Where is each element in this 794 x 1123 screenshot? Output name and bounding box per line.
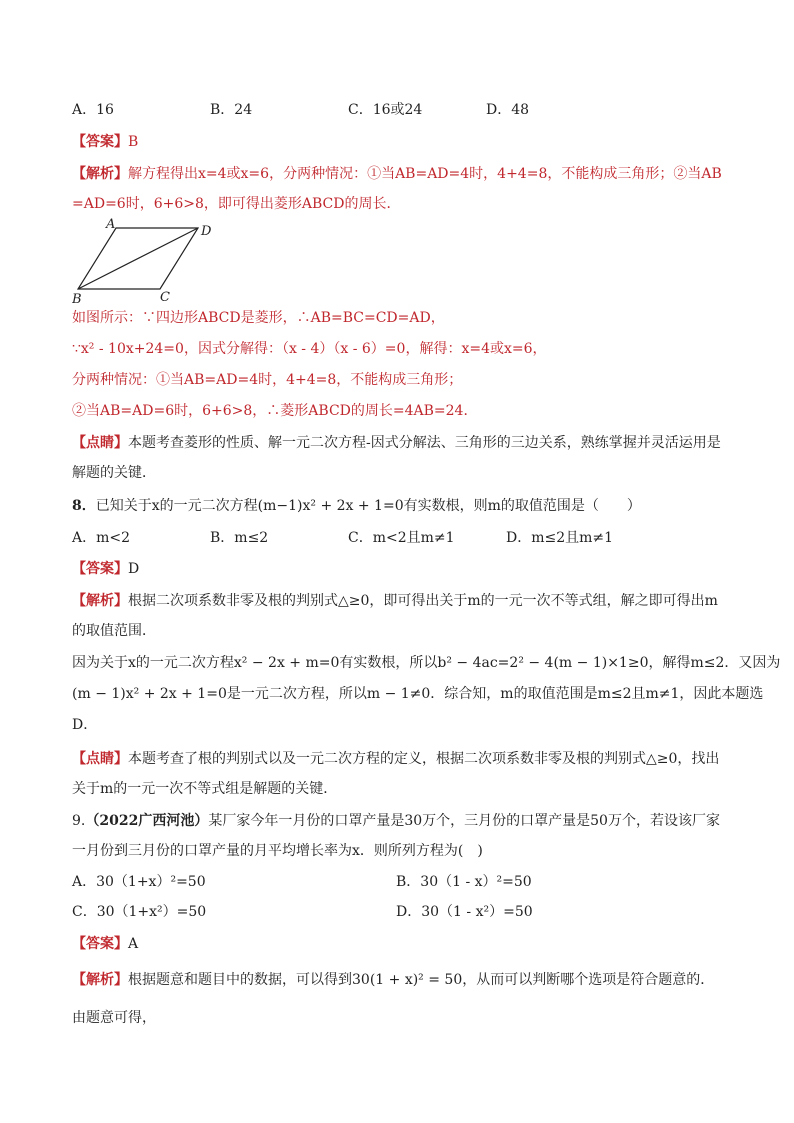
q9-source: （2022广西河池） [85, 813, 209, 829]
answer-value: D [128, 561, 140, 577]
q9-option-a: A．30（1+x）²=50 [72, 874, 206, 890]
q8-option-d: D．m≤2且m≠1 [506, 530, 614, 546]
q7-option-d: D．48 [486, 102, 530, 118]
q7-solution-line4: ②当AB=AD=6时，6+6>8，∴菱形ABCD的周长=4AB=24． [72, 403, 478, 419]
q8-number: 8． [72, 498, 96, 514]
q9-number: 9. [72, 813, 86, 829]
q8-point-line2: 关于m的一元一次不等式组是解题的关键． [72, 781, 338, 797]
q8-stem-text: 已知关于x的一元二次方程(m−1)x² + 2x + 1=0有实数根，则m的取值范围是（ ） [95, 498, 641, 514]
label-d: D [201, 224, 212, 239]
answer-tag: 【答案】 [72, 936, 128, 952]
point-tag: 【点睛】 [72, 435, 128, 451]
rhombus-diagonal [78, 228, 198, 289]
q7-solution-line2: ∵x² - 10x+24=0，因式分解得：（x - 4）（x - 6）=0，解得：x=4或x=6， [72, 341, 547, 357]
q9-option-b: B．30（1 - x）²=50 [396, 874, 532, 890]
analysis-text-pre: 根据题意和题目中的数据，可以得到 [128, 972, 352, 988]
q9-last-line: 由题意可得， [72, 1010, 156, 1026]
q9-option-d: D．30（1 - x²）=50 [396, 904, 533, 920]
analysis-text-post: ，从而可以判断哪个选项是符合题意的． [462, 972, 715, 988]
q9-analysis [72, 970, 714, 990]
label-a: A [106, 218, 116, 232]
point-tag: 【点睛】 [72, 751, 128, 767]
q9-answer [72, 934, 138, 954]
point-text: 本题考查了根的判别式以及一元二次方程的定义，根据二次项系数非零及根的判别式△≥0，找出 [128, 751, 720, 767]
q7-analysis-line1 [72, 164, 722, 184]
q7-option-c: C．16或24 [348, 102, 423, 118]
answer-tag: 【答案】 [72, 134, 128, 150]
analysis-tag: 【解析】 [72, 166, 128, 182]
q9-stem-line2: 一月份到三月份的口罩产量的月平均增长率为x．则所列方程为( ) [72, 843, 483, 859]
point-text: 本题考查菱形的性质、解一元二次方程-因式分解法、三角形的三边关系，熟练掌握并灵活运用是 [128, 435, 721, 451]
q7-point-line2: 解题的关键． [72, 465, 156, 481]
analysis-text: 根据二次项系数非零及根的判别式△≥0，即可得出关于m的一元一次不等式组，解之即可得出m [128, 593, 718, 609]
analysis-tag: 【解析】 [72, 972, 128, 988]
q9-stem-line1 [72, 811, 720, 831]
label-c: C [160, 290, 170, 305]
q8-analysis-line5: D． [72, 717, 98, 733]
rhombus-figure [72, 218, 222, 308]
q9-stem-text: 某厂家今年一月份的口罩产量是30万个，三月份的口罩产量是50万个，若设该厂家 [208, 813, 720, 829]
q8-point-line1 [72, 749, 719, 769]
q8-option-a: A．m<2 [72, 530, 131, 546]
q7-answer [72, 132, 138, 152]
q8-analysis-line2: 的取值范围． [72, 623, 156, 639]
analysis-tag: 【解析】 [72, 593, 128, 609]
q8-stem [72, 496, 641, 516]
q8-answer [72, 559, 139, 579]
q7-option-b: B．24 [210, 102, 253, 118]
q8-analysis-line3: 因为关于x的一元二次方程x² − 2x + m=0有实数根，所以b² − 4ac=2² − 4(m − 1)×1≥0，解得m≤2．又因为 [72, 655, 781, 671]
label-b: B [72, 292, 82, 307]
q8-analysis-line1 [72, 591, 718, 611]
q8-option-c: C．m<2且m≠1 [348, 530, 455, 546]
q8-analysis-line4: (m − 1)x² + 2x + 1=0是一元二次方程，所以m − 1≠0．综合知，m的取值范围是m≤2且m≠1，因此本题选 [72, 686, 764, 702]
q9-option-c: C．30（1+x²）=50 [72, 904, 207, 920]
q7-analysis-line2: =AD=6时，6+6>8，即可得出菱形ABCD的周长． [72, 196, 401, 212]
answer-tag: 【答案】 [72, 561, 128, 577]
q7-solution-line3: 分两种情况：①当AB=AD=4时，4+4=8，不能构成三角形； [72, 372, 463, 388]
answer-value: B [128, 134, 139, 150]
answer-value: A [128, 936, 139, 952]
q7-point-line1 [72, 433, 721, 453]
analysis-equation: 30(1 + x)² = 50 [352, 972, 463, 988]
q8-option-b: B．m≤2 [210, 530, 269, 546]
analysis-text: 解方程得出x=4或x=6，分两种情况：①当AB=AD=4时，4+4=8，不能构成三角形；②当AB [128, 166, 722, 182]
q7-solution-line1: 如图所示：∵四边形ABCD是菱形，∴AB=BC=CD=AD， [72, 310, 445, 326]
q7-option-a: A．16 [72, 102, 114, 118]
